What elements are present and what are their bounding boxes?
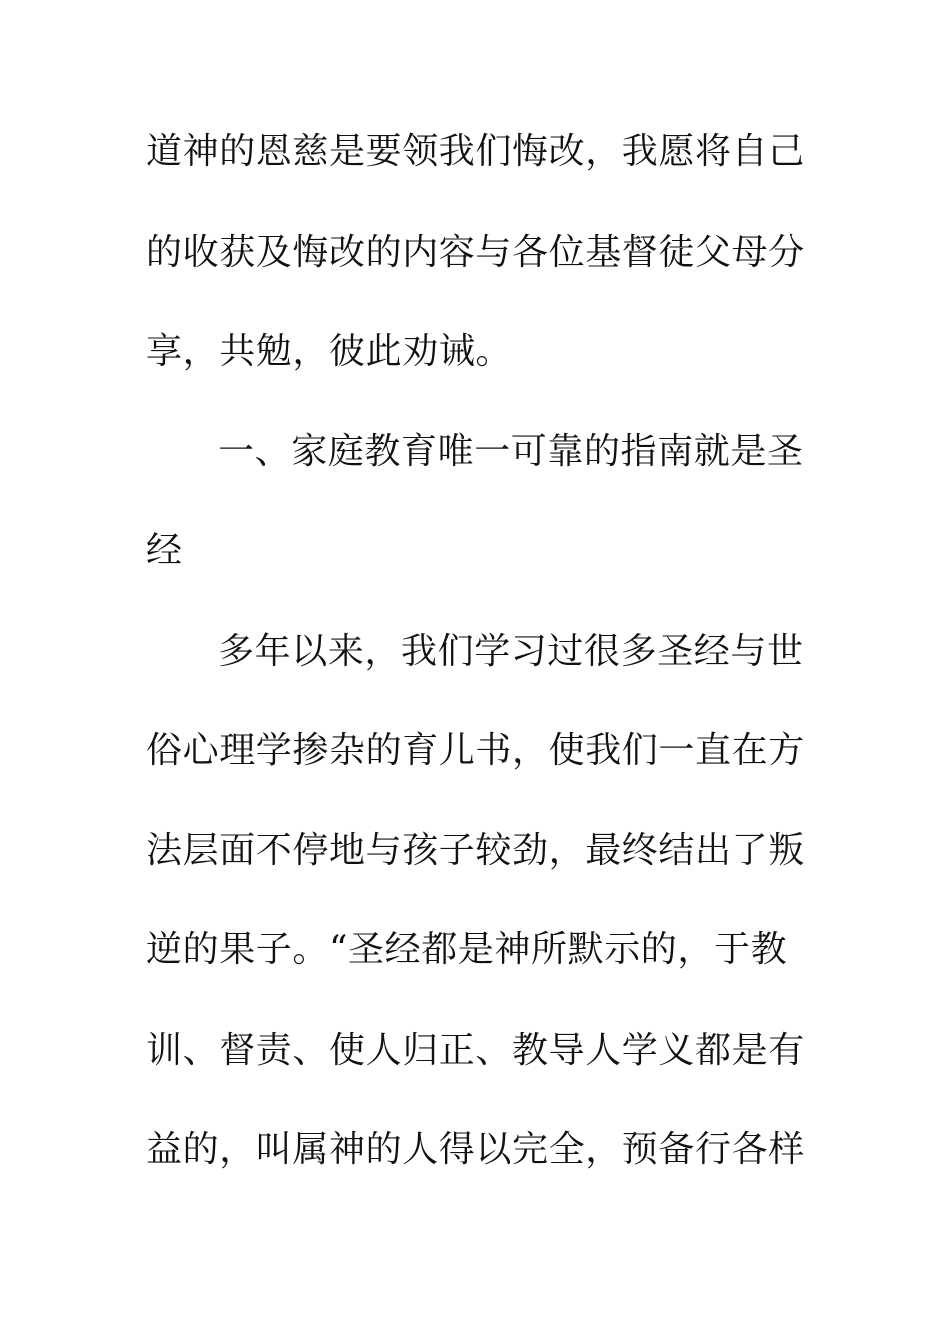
text-line: 道神的恩慈是要领我们悔改，我愿将自己 [146, 131, 805, 172]
text-line: 多年以来，我们学习过很多圣经与世 [218, 631, 804, 672]
text-line: 益的，叫属神的人得以完全，预备行各样 [146, 1129, 805, 1170]
section-heading-continued: 经 [146, 530, 183, 571]
text-line: 训、督责、使人归正、教导人学义都是有 [146, 1030, 805, 1071]
section-heading: 一、家庭教育唯一可靠的指南就是圣 [218, 431, 804, 472]
text-line: 俗心理学掺杂的育儿书，使我们一直在方 [146, 730, 805, 771]
text-line: 的收获及悔改的内容与各位基督徒父母分 [146, 232, 805, 273]
text-line: 逆的果子。“圣经都是神所默示的，于教 [146, 929, 788, 970]
text-line: 享，共勉，彼此劝诫。 [146, 331, 513, 372]
text-line: 法层面不停地与孩子较劲，最终结出了叛 [146, 830, 805, 871]
